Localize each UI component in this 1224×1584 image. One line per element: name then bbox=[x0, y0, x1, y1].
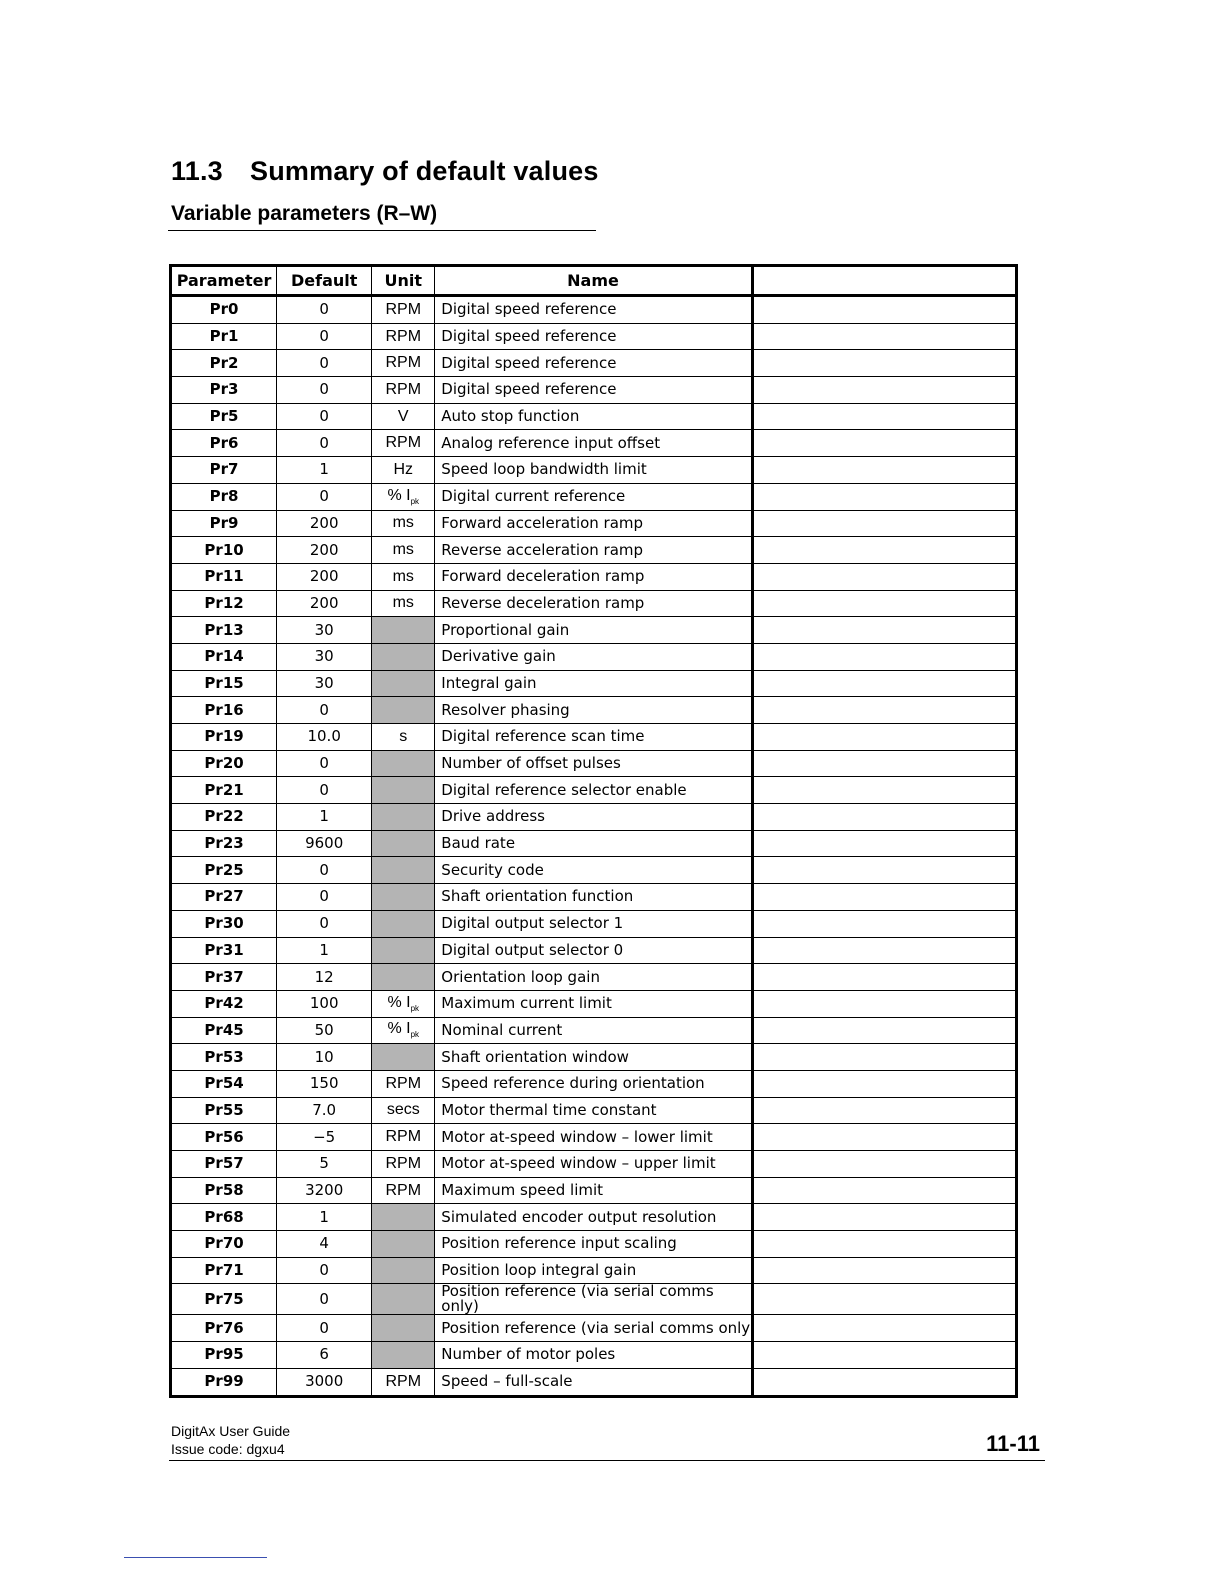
parameter-cell: Pr1 bbox=[171, 323, 277, 350]
unit-cell bbox=[372, 937, 435, 964]
unit-cell bbox=[372, 724, 435, 751]
extra-cell bbox=[752, 1070, 1016, 1097]
parameter-cell: Pr31 bbox=[171, 937, 277, 964]
default-cell: 0 bbox=[277, 350, 372, 377]
parameter-cell: Pr21 bbox=[171, 777, 277, 804]
default-cell: 0 bbox=[277, 857, 372, 884]
unit-cell bbox=[372, 643, 435, 670]
name-cell: Motor at-speed window – lower limit bbox=[435, 1124, 752, 1151]
name-cell: Proportional gain bbox=[435, 617, 752, 644]
extra-cell bbox=[752, 643, 1016, 670]
default-cell: 100 bbox=[277, 990, 372, 1017]
table-row bbox=[171, 483, 1017, 510]
name-cell: Forward acceleration ramp bbox=[435, 510, 752, 537]
table-row bbox=[171, 1284, 1017, 1315]
unit-text: RPM bbox=[385, 1372, 422, 1390]
unit-cell bbox=[372, 1342, 435, 1369]
name-cell: Forward deceleration ramp bbox=[435, 563, 752, 590]
extra-cell bbox=[752, 724, 1016, 751]
unit-cell bbox=[372, 1151, 435, 1178]
unit-cell bbox=[372, 1315, 435, 1342]
parameter-cell: Pr20 bbox=[171, 750, 277, 777]
parameter-cell: Pr76 bbox=[171, 1315, 277, 1342]
name-cell: Digital reference scan time bbox=[435, 724, 752, 751]
name-cell: Security code bbox=[435, 857, 752, 884]
name-cell: Integral gain bbox=[435, 670, 752, 697]
parameters-table bbox=[169, 264, 1018, 1398]
table-row bbox=[171, 937, 1017, 964]
unit-cell bbox=[372, 1044, 435, 1071]
unit-text: RPM bbox=[385, 354, 422, 372]
table-row bbox=[171, 750, 1017, 777]
extra-cell bbox=[752, 777, 1016, 804]
unit-cell bbox=[372, 483, 435, 510]
parameter-cell: Pr14 bbox=[171, 643, 277, 670]
table-row bbox=[171, 1044, 1017, 1071]
extra-cell bbox=[752, 537, 1016, 564]
name-cell: Derivative gain bbox=[435, 643, 752, 670]
table-row bbox=[171, 1231, 1017, 1258]
extra-cell bbox=[752, 990, 1016, 1017]
default-cell: 30 bbox=[277, 670, 372, 697]
unit-text: RPM bbox=[385, 327, 422, 345]
extra-cell bbox=[752, 323, 1016, 350]
default-cell: 0 bbox=[277, 1284, 372, 1315]
extra-cell bbox=[752, 1204, 1016, 1231]
section-title bbox=[171, 156, 599, 187]
parameter-cell: Pr27 bbox=[171, 884, 277, 911]
section-title-text: Summary of default values bbox=[250, 156, 599, 186]
unit-subscript: pk bbox=[410, 496, 420, 506]
unit-text: RPM bbox=[385, 434, 422, 452]
name-cell: Orientation loop gain bbox=[435, 964, 752, 991]
table-body bbox=[171, 296, 1017, 1397]
parameter-cell: Pr10 bbox=[171, 537, 277, 564]
parameter-cell: Pr75 bbox=[171, 1284, 277, 1315]
unit-cell bbox=[372, 296, 435, 324]
unit-cell bbox=[372, 430, 435, 457]
unit-text: secs bbox=[386, 1101, 420, 1119]
default-cell: 10.0 bbox=[277, 724, 372, 751]
unit-cell bbox=[372, 323, 435, 350]
extra-cell bbox=[752, 1151, 1016, 1178]
default-cell: 0 bbox=[277, 750, 372, 777]
name-cell: Motor thermal time constant bbox=[435, 1097, 752, 1124]
extra-cell bbox=[752, 964, 1016, 991]
parameter-cell: Pr54 bbox=[171, 1070, 277, 1097]
parameter-cell: Pr45 bbox=[171, 1017, 277, 1044]
extra-cell bbox=[752, 750, 1016, 777]
default-cell: 5 bbox=[277, 1151, 372, 1178]
parameter-cell: Pr11 bbox=[171, 563, 277, 590]
unit-text: RPM bbox=[385, 1154, 422, 1172]
header-name: Name bbox=[435, 266, 752, 296]
parameter-cell: Pr6 bbox=[171, 430, 277, 457]
parameter-cell: Pr37 bbox=[171, 964, 277, 991]
parameter-cell: Pr9 bbox=[171, 510, 277, 537]
default-cell: −5 bbox=[277, 1124, 372, 1151]
header-unit: Unit bbox=[372, 266, 435, 296]
extra-cell bbox=[752, 1315, 1016, 1342]
unit-cell bbox=[372, 537, 435, 564]
default-cell: 12 bbox=[277, 964, 372, 991]
parameter-cell: Pr12 bbox=[171, 590, 277, 617]
default-cell: 50 bbox=[277, 1017, 372, 1044]
name-cell: Digital speed reference bbox=[435, 296, 752, 324]
name-cell: Analog reference input offset bbox=[435, 430, 752, 457]
default-cell: 6 bbox=[277, 1342, 372, 1369]
issue-code: Issue code: dgxu4 bbox=[171, 1441, 285, 1457]
name-cell: Reverse acceleration ramp bbox=[435, 537, 752, 564]
section-number: 11.3 bbox=[171, 156, 223, 186]
bottom-mark-line bbox=[124, 1557, 267, 1558]
extra-cell bbox=[752, 403, 1016, 430]
unit-cell bbox=[372, 777, 435, 804]
unit-cell bbox=[372, 1284, 435, 1315]
default-cell: 9600 bbox=[277, 830, 372, 857]
default-cell: 0 bbox=[277, 777, 372, 804]
table-row bbox=[171, 1368, 1017, 1396]
default-cell: 200 bbox=[277, 510, 372, 537]
header-default: Default bbox=[277, 266, 372, 296]
page-number: 11-11 bbox=[986, 1431, 1040, 1456]
name-cell: Maximum speed limit bbox=[435, 1177, 752, 1204]
extra-cell bbox=[752, 350, 1016, 377]
unit-cell bbox=[372, 670, 435, 697]
table-row bbox=[171, 830, 1017, 857]
extra-cell bbox=[752, 590, 1016, 617]
extra-cell bbox=[752, 296, 1016, 324]
unit-text: ms bbox=[392, 567, 414, 585]
parameter-cell: Pr0 bbox=[171, 296, 277, 324]
name-cell: Position loop integral gain bbox=[435, 1257, 752, 1284]
unit-cell bbox=[372, 964, 435, 991]
unit-text: RPM bbox=[385, 380, 422, 398]
name-cell: Motor at-speed window – upper limit bbox=[435, 1151, 752, 1178]
name-cell: Auto stop function bbox=[435, 403, 752, 430]
parameter-cell: Pr70 bbox=[171, 1231, 277, 1258]
unit-cell bbox=[372, 1204, 435, 1231]
parameter-cell: Pr15 bbox=[171, 670, 277, 697]
name-cell: Resolver phasing bbox=[435, 697, 752, 724]
subtitle-underline bbox=[168, 230, 596, 231]
name-cell: Speed loop bandwidth limit bbox=[435, 457, 752, 484]
footer-info bbox=[171, 1422, 290, 1458]
extra-cell bbox=[752, 430, 1016, 457]
unit-text: ms bbox=[392, 594, 414, 612]
name-cell: Position reference (via serial comms only bbox=[435, 1315, 752, 1342]
default-cell: 7.0 bbox=[277, 1097, 372, 1124]
default-cell: 3200 bbox=[277, 1177, 372, 1204]
table-row bbox=[171, 1070, 1017, 1097]
parameter-cell: Pr71 bbox=[171, 1257, 277, 1284]
name-cell: Digital reference selector enable bbox=[435, 777, 752, 804]
parameter-cell: Pr5 bbox=[171, 403, 277, 430]
default-cell: 1 bbox=[277, 457, 372, 484]
parameter-cell: Pr53 bbox=[171, 1044, 277, 1071]
default-cell: 0 bbox=[277, 430, 372, 457]
name-cell: Position reference input scaling bbox=[435, 1231, 752, 1258]
extra-cell bbox=[752, 937, 1016, 964]
unit-cell bbox=[372, 1231, 435, 1258]
table-row bbox=[171, 910, 1017, 937]
table-row bbox=[171, 697, 1017, 724]
unit-text: RPM bbox=[385, 300, 422, 318]
unit-text: RPM bbox=[385, 1181, 422, 1199]
table-header-row bbox=[171, 266, 1017, 296]
table-row bbox=[171, 670, 1017, 697]
unit-cell bbox=[372, 830, 435, 857]
default-cell: 200 bbox=[277, 590, 372, 617]
unit-text: % I bbox=[387, 993, 411, 1011]
unit-cell bbox=[372, 804, 435, 831]
table-row bbox=[171, 1342, 1017, 1369]
table-row bbox=[171, 457, 1017, 484]
default-cell: 0 bbox=[277, 884, 372, 911]
name-cell: Digital speed reference bbox=[435, 377, 752, 404]
table-row bbox=[171, 430, 1017, 457]
default-cell: 0 bbox=[277, 296, 372, 324]
table-row bbox=[171, 403, 1017, 430]
table-row bbox=[171, 296, 1017, 324]
default-cell: 10 bbox=[277, 1044, 372, 1071]
footer-rule bbox=[169, 1460, 1045, 1461]
default-cell: 0 bbox=[277, 483, 372, 510]
unit-cell bbox=[372, 563, 435, 590]
extra-cell bbox=[752, 457, 1016, 484]
unit-cell bbox=[372, 377, 435, 404]
default-cell: 3000 bbox=[277, 1368, 372, 1396]
name-cell: Nominal current bbox=[435, 1017, 752, 1044]
extra-cell bbox=[752, 1044, 1016, 1071]
unit-cell bbox=[372, 457, 435, 484]
table-row bbox=[171, 1124, 1017, 1151]
name-cell: Maximum current limit bbox=[435, 990, 752, 1017]
parameter-cell: Pr56 bbox=[171, 1124, 277, 1151]
extra-cell bbox=[752, 884, 1016, 911]
extra-cell bbox=[752, 1257, 1016, 1284]
unit-cell bbox=[372, 1368, 435, 1396]
extra-cell bbox=[752, 1342, 1016, 1369]
name-cell: Simulated encoder output resolution bbox=[435, 1204, 752, 1231]
extra-cell bbox=[752, 377, 1016, 404]
extra-cell bbox=[752, 1097, 1016, 1124]
name-cell: Speed – full-scale bbox=[435, 1368, 752, 1396]
parameter-cell: Pr19 bbox=[171, 724, 277, 751]
unit-text: RPM bbox=[385, 1128, 422, 1146]
parameter-cell: Pr99 bbox=[171, 1368, 277, 1396]
parameter-cell: Pr22 bbox=[171, 804, 277, 831]
unit-cell bbox=[372, 884, 435, 911]
unit-cell bbox=[372, 750, 435, 777]
default-cell: 200 bbox=[277, 537, 372, 564]
unit-cell bbox=[372, 510, 435, 537]
parameter-cell: Pr7 bbox=[171, 457, 277, 484]
extra-cell bbox=[752, 1017, 1016, 1044]
default-cell: 1 bbox=[277, 937, 372, 964]
parameter-cell: Pr13 bbox=[171, 617, 277, 644]
default-cell: 0 bbox=[277, 1315, 372, 1342]
extra-cell bbox=[752, 804, 1016, 831]
parameter-cell: Pr2 bbox=[171, 350, 277, 377]
parameter-cell: Pr30 bbox=[171, 910, 277, 937]
table-row bbox=[171, 1097, 1017, 1124]
unit-text: % I bbox=[387, 1020, 411, 1038]
extra-cell bbox=[752, 910, 1016, 937]
extra-cell bbox=[752, 830, 1016, 857]
unit-cell bbox=[372, 617, 435, 644]
extra-cell bbox=[752, 510, 1016, 537]
header-extra bbox=[752, 266, 1016, 296]
table-row bbox=[171, 643, 1017, 670]
table-row bbox=[171, 964, 1017, 991]
header-parameter: Parameter bbox=[171, 266, 277, 296]
name-cell: Speed reference during orientation bbox=[435, 1070, 752, 1097]
unit-cell bbox=[372, 990, 435, 1017]
default-cell: 0 bbox=[277, 910, 372, 937]
table-row bbox=[171, 1315, 1017, 1342]
default-cell: 1 bbox=[277, 804, 372, 831]
name-cell: Position reference (via serial comms only) bbox=[435, 1284, 752, 1315]
table-row bbox=[171, 804, 1017, 831]
default-cell: 0 bbox=[277, 403, 372, 430]
table-row bbox=[171, 884, 1017, 911]
extra-cell bbox=[752, 1124, 1016, 1151]
extra-cell bbox=[752, 483, 1016, 510]
parameter-cell: Pr23 bbox=[171, 830, 277, 857]
unit-cell bbox=[372, 857, 435, 884]
parameter-cell: Pr57 bbox=[171, 1151, 277, 1178]
subsection-title: Variable parameters (R–W) bbox=[171, 202, 438, 225]
table-row bbox=[171, 537, 1017, 564]
unit-cell bbox=[372, 1070, 435, 1097]
name-cell: Digital output selector 1 bbox=[435, 910, 752, 937]
default-cell: 1 bbox=[277, 1204, 372, 1231]
parameter-cell: Pr68 bbox=[171, 1204, 277, 1231]
name-cell: Digital output selector 0 bbox=[435, 937, 752, 964]
table-row bbox=[171, 563, 1017, 590]
table-row bbox=[171, 777, 1017, 804]
table-row bbox=[171, 857, 1017, 884]
extra-cell bbox=[752, 1368, 1016, 1396]
extra-cell bbox=[752, 1177, 1016, 1204]
table-row bbox=[171, 323, 1017, 350]
default-cell: 30 bbox=[277, 643, 372, 670]
name-cell: Digital current reference bbox=[435, 483, 752, 510]
table-row bbox=[171, 1151, 1017, 1178]
default-cell: 200 bbox=[277, 563, 372, 590]
table-row bbox=[171, 1177, 1017, 1204]
parameter-cell: Pr16 bbox=[171, 697, 277, 724]
extra-cell bbox=[752, 697, 1016, 724]
name-cell: Shaft orientation function bbox=[435, 884, 752, 911]
unit-cell bbox=[372, 1257, 435, 1284]
unit-text: V bbox=[397, 407, 409, 425]
unit-cell bbox=[372, 590, 435, 617]
parameter-cell: Pr8 bbox=[171, 483, 277, 510]
extra-cell bbox=[752, 670, 1016, 697]
name-cell: Number of offset pulses bbox=[435, 750, 752, 777]
name-cell: Drive address bbox=[435, 804, 752, 831]
parameter-cell: Pr58 bbox=[171, 1177, 277, 1204]
default-cell: 0 bbox=[277, 1257, 372, 1284]
table-row bbox=[171, 350, 1017, 377]
default-cell: 0 bbox=[277, 323, 372, 350]
name-cell: Baud rate bbox=[435, 830, 752, 857]
unit-cell bbox=[372, 1124, 435, 1151]
unit-text: % I bbox=[387, 486, 411, 504]
name-cell: Digital speed reference bbox=[435, 350, 752, 377]
name-cell: Number of motor poles bbox=[435, 1342, 752, 1369]
extra-cell bbox=[752, 1231, 1016, 1258]
default-cell: 0 bbox=[277, 697, 372, 724]
unit-cell bbox=[372, 1097, 435, 1124]
unit-subscript: pk bbox=[410, 1003, 420, 1013]
guide-title: DigitAx User Guide bbox=[171, 1423, 291, 1439]
default-cell: 0 bbox=[277, 377, 372, 404]
unit-text: s bbox=[399, 727, 408, 745]
table-row bbox=[171, 724, 1017, 751]
table-row bbox=[171, 510, 1017, 537]
unit-cell bbox=[372, 350, 435, 377]
extra-cell bbox=[752, 857, 1016, 884]
default-cell: 150 bbox=[277, 1070, 372, 1097]
table-row bbox=[171, 1257, 1017, 1284]
default-cell: 30 bbox=[277, 617, 372, 644]
default-cell: 4 bbox=[277, 1231, 372, 1258]
unit-text: Hz bbox=[393, 460, 414, 478]
table-row bbox=[171, 377, 1017, 404]
unit-text: ms bbox=[392, 541, 414, 559]
parameter-cell: Pr25 bbox=[171, 857, 277, 884]
name-cell: Reverse deceleration ramp bbox=[435, 590, 752, 617]
unit-text: ms bbox=[392, 514, 414, 532]
unit-cell bbox=[372, 697, 435, 724]
unit-cell bbox=[372, 1177, 435, 1204]
unit-subscript: pk bbox=[410, 1030, 420, 1040]
table-row bbox=[171, 1204, 1017, 1231]
table-row bbox=[171, 590, 1017, 617]
unit-cell bbox=[372, 1017, 435, 1044]
parameter-cell: Pr95 bbox=[171, 1342, 277, 1369]
parameter-cell: Pr3 bbox=[171, 377, 277, 404]
extra-cell bbox=[752, 1284, 1016, 1315]
unit-cell bbox=[372, 910, 435, 937]
unit-text: RPM bbox=[385, 1074, 422, 1092]
unit-cell bbox=[372, 403, 435, 430]
name-cell: Digital speed reference bbox=[435, 323, 752, 350]
name-cell: Shaft orientation window bbox=[435, 1044, 752, 1071]
extra-cell bbox=[752, 617, 1016, 644]
table-row bbox=[171, 617, 1017, 644]
extra-cell bbox=[752, 563, 1016, 590]
parameter-cell: Pr55 bbox=[171, 1097, 277, 1124]
table-row bbox=[171, 1017, 1017, 1044]
parameter-cell: Pr42 bbox=[171, 990, 277, 1017]
table-row bbox=[171, 990, 1017, 1017]
